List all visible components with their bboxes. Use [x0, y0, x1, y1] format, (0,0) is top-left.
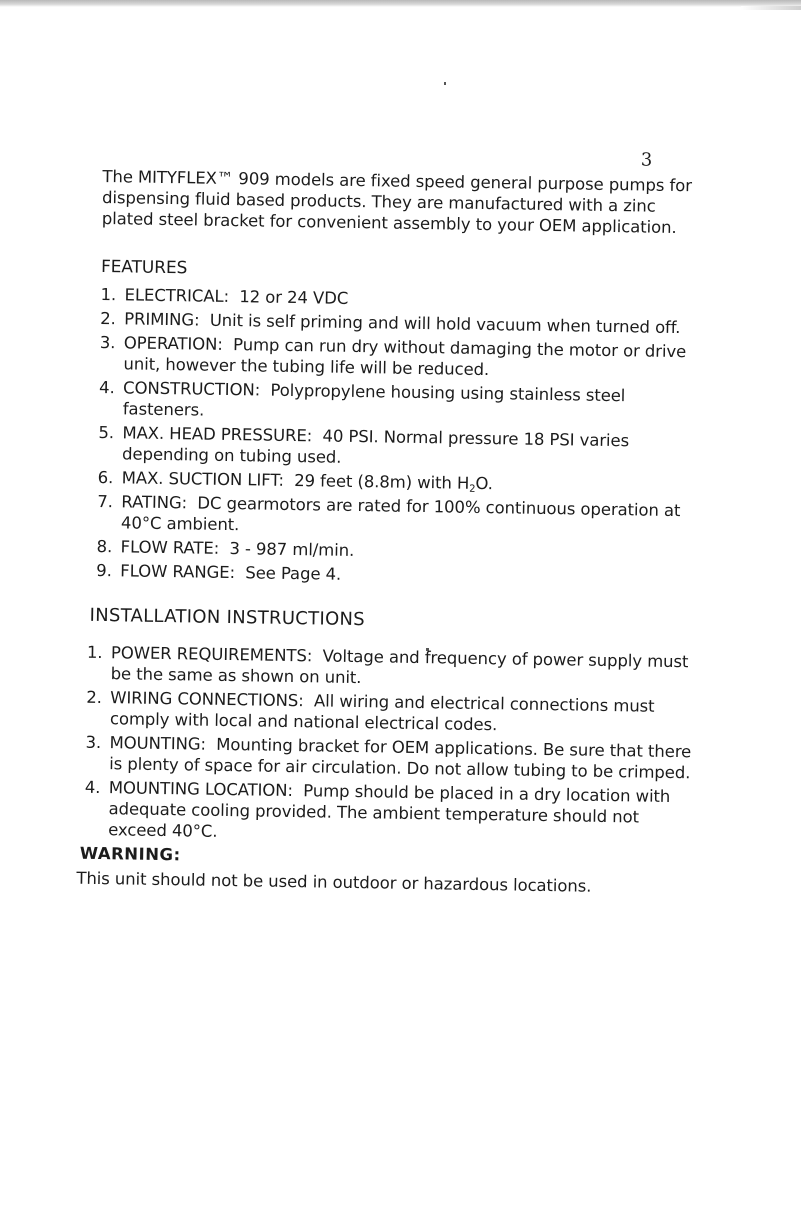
feature-label: OPERATION: — [123, 333, 223, 354]
warning-title: WARNING: — [79, 843, 181, 865]
feature-item: 7. RATING: DC gearmotors are rated for 100% continuous operation at 40°C ambient. — [97, 491, 681, 535]
feature-text: 12 or 24 VDC — [239, 287, 349, 308]
installation-text: Voltage and frequency of power supply must be the same as shown on unit. — [110, 646, 689, 688]
feature-item: 5. MAX. HEAD PRESSURE: 40 PSI. Normal pressure 18 PSI varies depending on tubing used. — [98, 422, 630, 467]
feature-text: See Page 4. — [245, 563, 342, 584]
feature-label: CONSTRUCTION: — [122, 378, 261, 400]
installation-item: 4. MOUNTING LOCATION: Pump should be placed in a dry location with adequate cooling provided. The ambient temperature should not exceed 40°C. — [84, 777, 671, 841]
feature-label: FLOW RATE: — [120, 537, 220, 558]
feature-item: 8. FLOW RATE: 3 - 987 ml/min. — [96, 536, 355, 560]
installation-text: Mounting bracket for OEM applications. Be sure that there is plenty of space for air circulation. Do not allow tubing to be crimped. — [109, 734, 692, 783]
feature-label: MAX. HEAD PRESSURE: — [122, 423, 313, 446]
feature-text: Unit is self priming and will hold vacuum when turned off. — [209, 310, 681, 338]
scan-speck — [444, 82, 446, 85]
feature-label: PRIMING: — [124, 309, 200, 330]
installation-label: MOUNTING: — [109, 733, 207, 754]
intro-paragraph: The MITYFLEX™ 909 models are fixed speed general purpose pumps for dispensing fluid based products. They are manufactured with a zinc plated steel bracket for convenient assembly to your OEM application. — [101, 166, 693, 238]
feature-item: 4. CONSTRUCTION: Polypropylene housing using stainless steel fasteners. — [98, 377, 626, 420]
feature-text: 40 PSI. Normal pressure 18 PSI varies depending on tubing used. — [121, 426, 630, 467]
document-page — [76, 142, 703, 898]
feature-item: 1. ELECTRICAL: 12 or 24 VDC — [100, 284, 349, 308]
installation-label: POWER REQUIREMENTS: — [110, 643, 313, 666]
feature-item: 3. OPERATION: Pump can run dry without damaging the motor or drive unit, however the tubing life will be reduced. — [99, 332, 687, 380]
scan-top-edge — [0, 0, 801, 7]
features-list — [96, 284, 701, 590]
installation-item: 1. POWER REQUIREMENTS: Voltage and frequency of power supply must be the same as shown on unit. — [86, 642, 689, 688]
feature-item: 2. PRIMING: Unit is self priming and will hold vacuum when turned off. — [100, 308, 681, 338]
installation-item: 2. WIRING CONNECTIONS: All wiring and electrical connections must comply with local and national electrical codes. — [86, 687, 655, 735]
feature-text: DC gearmotors are rated for 100% continuous operation at 40°C ambient. — [120, 493, 681, 535]
installation-heading: INSTALLATION INSTRUCTIONS — [89, 604, 366, 631]
feature-label: ELECTRICAL: — [124, 285, 230, 306]
installation-item: 3. MOUNTING: Mounting bracket for OEM applications. Be sure that there is plenty of space for air circulation. Do not allow tubing to be crimped. — [85, 732, 692, 783]
installation-label: MOUNTING LOCATION: — [108, 778, 294, 801]
features-heading: FEATURES — [100, 256, 188, 279]
installation-text: Pump should be placed in a dry location with adequate cooling provided. The ambient temperature should not exceed 40°C. — [108, 781, 671, 841]
installation-text: All wiring and electrical connections must comply with local and national electrical codes. — [109, 691, 655, 735]
page-number: 3 — [640, 149, 653, 171]
scan-corner-shadow — [741, 6, 801, 10]
installation-list — [84, 642, 695, 849]
installation-label: WIRING CONNECTIONS: — [110, 688, 304, 711]
feature-text: 3 - 987 ml/min. — [229, 539, 355, 560]
feature-label: RATING: — [121, 492, 188, 513]
feature-text: Pump can run dry without damaging the motor or drive unit, however the tubing life will be reduced. — [123, 335, 687, 380]
feature-label: FLOW RANGE: — [120, 561, 236, 583]
feature-label: MAX. SUCTION LIFT: — [121, 468, 285, 490]
feature-text: Polypropylene housing using stainless steel fasteners. — [122, 380, 626, 420]
warning-text: This unit should not be used in outdoor or hazardous locations. — [76, 868, 592, 896]
feature-item: 9. FLOW RANGE: See Page 4. — [96, 560, 342, 584]
feature-item: 6. MAX. SUCTION LIFT: 29 feet (8.8m) with $H_2O$. — [97, 467, 494, 495]
feature-text: 29 feet (8.8m) with $H_2O$. — [294, 471, 494, 495]
